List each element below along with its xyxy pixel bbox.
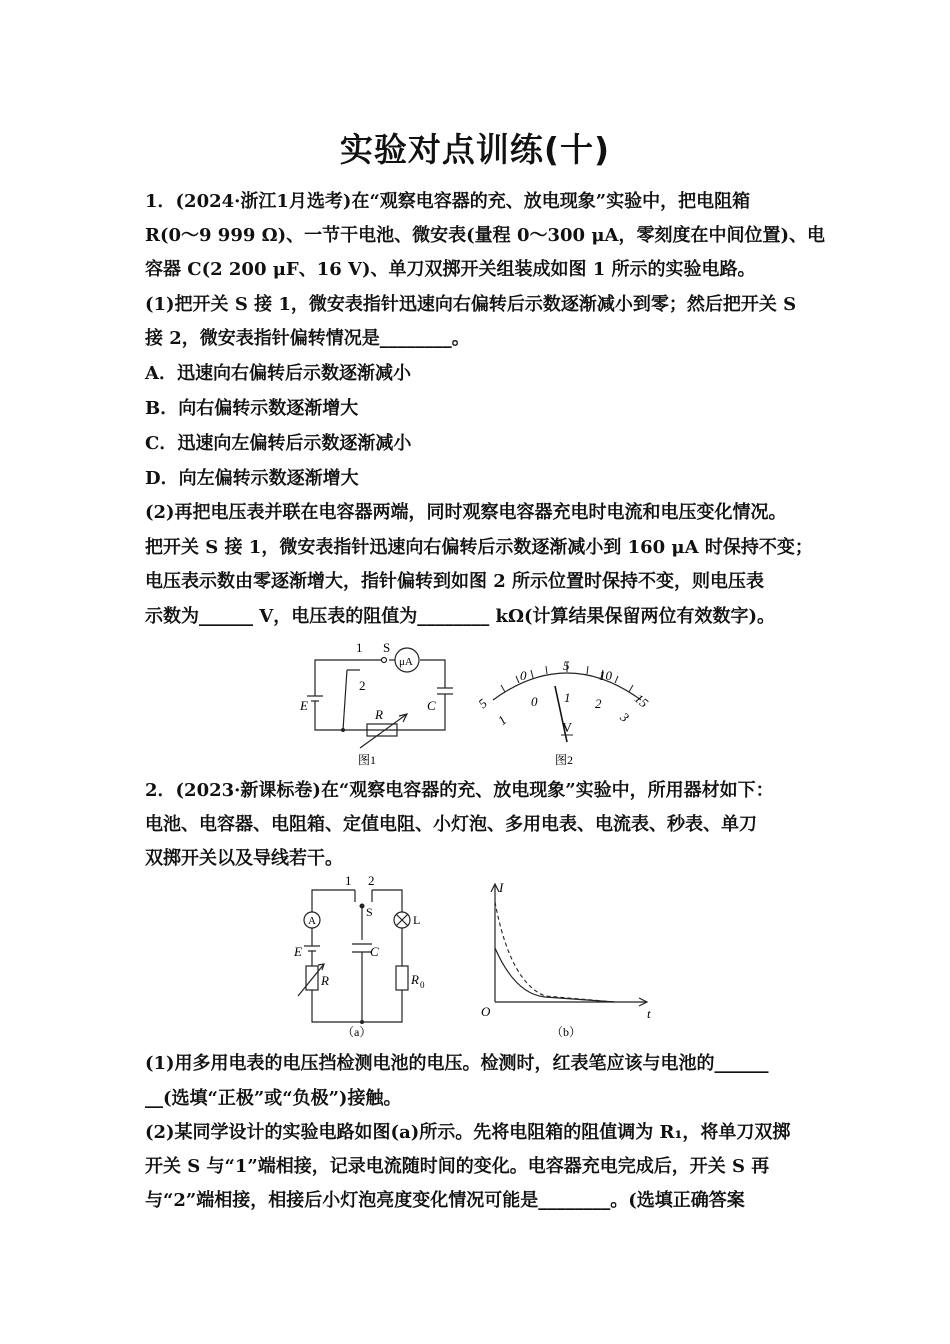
q1-option-b: B．向右偏转示数逐渐增大 [145, 398, 359, 419]
q2-part1-line-1: (1)用多用电表的电压挡检测电池的电压。检测时，红表笔应该与电池的______ [145, 1053, 769, 1074]
q1-option-d: D．向左偏转示数逐渐增大 [145, 468, 359, 489]
figa-label-e: E [294, 944, 302, 959]
q1-part1-line-2: 接 2，微安表指针偏转情况是________。 [145, 328, 470, 349]
fig1-label-2: 2 [359, 678, 366, 693]
fig2-top-tick-2: 5 [563, 658, 570, 673]
q1-line-3: 容器 C(2 200 μF、16 V)、单刀双掷开关组装成如图 1 所示的实验电路。 [145, 259, 756, 280]
q1-part2-line-1: (2)再把电压表并联在电容器两端，同时观察电容器充电时电流和电压变化情况。 [145, 502, 787, 523]
fig2-bottom-tick-0: 1 [494, 712, 510, 728]
figa-label-c: C [370, 944, 379, 959]
fig2-top-tick-4: 15 [631, 690, 652, 711]
fig2-top-tick-1: 0 [520, 668, 527, 683]
fig1-label-ua: μA [399, 656, 413, 668]
fig2-bottom-tick-4: 3 [617, 709, 633, 725]
figure-a-circuit [290, 872, 440, 1040]
fig1-label-s: S [383, 640, 391, 655]
fig2-caption: 图2 [555, 753, 574, 767]
q1-line-2: R(0～9 999 Ω)、一节干电池、微安表(量程 0～300 μA，零刻度在中间位置)、电 [145, 225, 825, 246]
fig2-bottom-tick-1: 0 [531, 694, 538, 709]
figa-label-2: 2 [368, 873, 375, 888]
q1-line-1: 1．(2024·浙江1月选考)在“观察电容器的充、放电现象”实验中，把电阻箱 [145, 191, 751, 212]
q2-line-2: 电池、电容器、电阻箱、定值电阻、小灯泡、多用电表、电流表、秒表、单刀 [145, 814, 757, 835]
figb-label-t: t [647, 1006, 651, 1021]
page-title: 实验对点训练(十) [339, 130, 611, 169]
figa-label-r0-sub: 0 [420, 980, 425, 990]
fig2-unit: V [562, 721, 573, 736]
q1-part1-line-1: (1)把开关 S 接 1，微安表指针迅速向右偏转后示数逐渐减小到零；然后把开关 S [145, 294, 797, 315]
fig1-caption: 图1 [358, 753, 377, 767]
q1-part2-line-4: 示数为______ V，电压表的阻值为________ kΩ(计算结果保留两位有效数字)。 [145, 606, 776, 627]
q2-line-1: 2．(2023·新课标卷)在“观察电容器的充、放电现象”实验中，所用器材如下： [145, 780, 774, 801]
q2-number: 2． [145, 780, 176, 801]
fig1-label-e: E [300, 698, 308, 713]
q1-source: (2024·浙江1月选考) [175, 191, 352, 212]
q1-number: 1． [145, 191, 176, 212]
figb-label-o: O [481, 1004, 491, 1019]
figb-caption: （b） [551, 1025, 582, 1039]
figb-label-i: I [499, 880, 504, 895]
fig1-label-c: C [427, 698, 436, 713]
q2-source: (2023·新课标卷) [175, 780, 321, 801]
q1-part2-line-2: 把开关 S 接 1，微安表指针迅速向右偏转后示数逐渐减小到 160 μA 时保持不变； [145, 537, 813, 558]
fig2-bottom-tick-2: 1 [564, 690, 571, 705]
figa-label-r: R [321, 973, 329, 988]
q1-part2-line-3: 电压表示数由零逐渐增大，指针偏转到如图 2 所示位置时保持不变，则电压表 [145, 571, 765, 592]
figa-label-s: S [366, 905, 373, 919]
figure-1-circuit [295, 638, 465, 773]
figa-label-a: A [308, 915, 316, 927]
figa-caption: （a） [342, 1025, 372, 1039]
q1-option-a: A．迅速向右偏转后示数逐渐减小 [145, 363, 411, 384]
fig2-top-tick-0: 5 [475, 695, 490, 712]
q2-part2-line-1: (2)某同学设计的实验电路如图(a)所示。先将电阻箱的阻值调为 R₁，将单刀双掷 [145, 1122, 791, 1143]
q2-part1-line-2: __(选填“正极”或“负极”)接触。 [145, 1088, 402, 1109]
fig2-bottom-tick-3: 2 [595, 696, 602, 711]
q2-part2-line-2: 开关 S 与“1”端相接，记录电流随时间的变化。电容器充电完成后，开关 S 再 [145, 1156, 770, 1177]
figa-label-1: 1 [345, 873, 352, 888]
q2-part2-line-3: 与“2”端相接，相接后小灯泡亮度变化情况可能是________。(选填正确答案 [145, 1190, 745, 1211]
figa-label-r0: R [411, 972, 419, 987]
q2-line-3: 双掷开关以及导线若干。 [145, 848, 343, 869]
figure-2-voltmeter [475, 652, 660, 772]
figure-b-graph [475, 872, 660, 1040]
fig2-top-tick-3: 10 [599, 668, 612, 683]
fig1-label-r: R [375, 707, 383, 722]
fig1-label-1: 1 [356, 640, 363, 655]
figa-label-l: L [413, 913, 421, 927]
q1-option-c: C．迅速向左偏转后示数逐渐减小 [145, 433, 412, 454]
